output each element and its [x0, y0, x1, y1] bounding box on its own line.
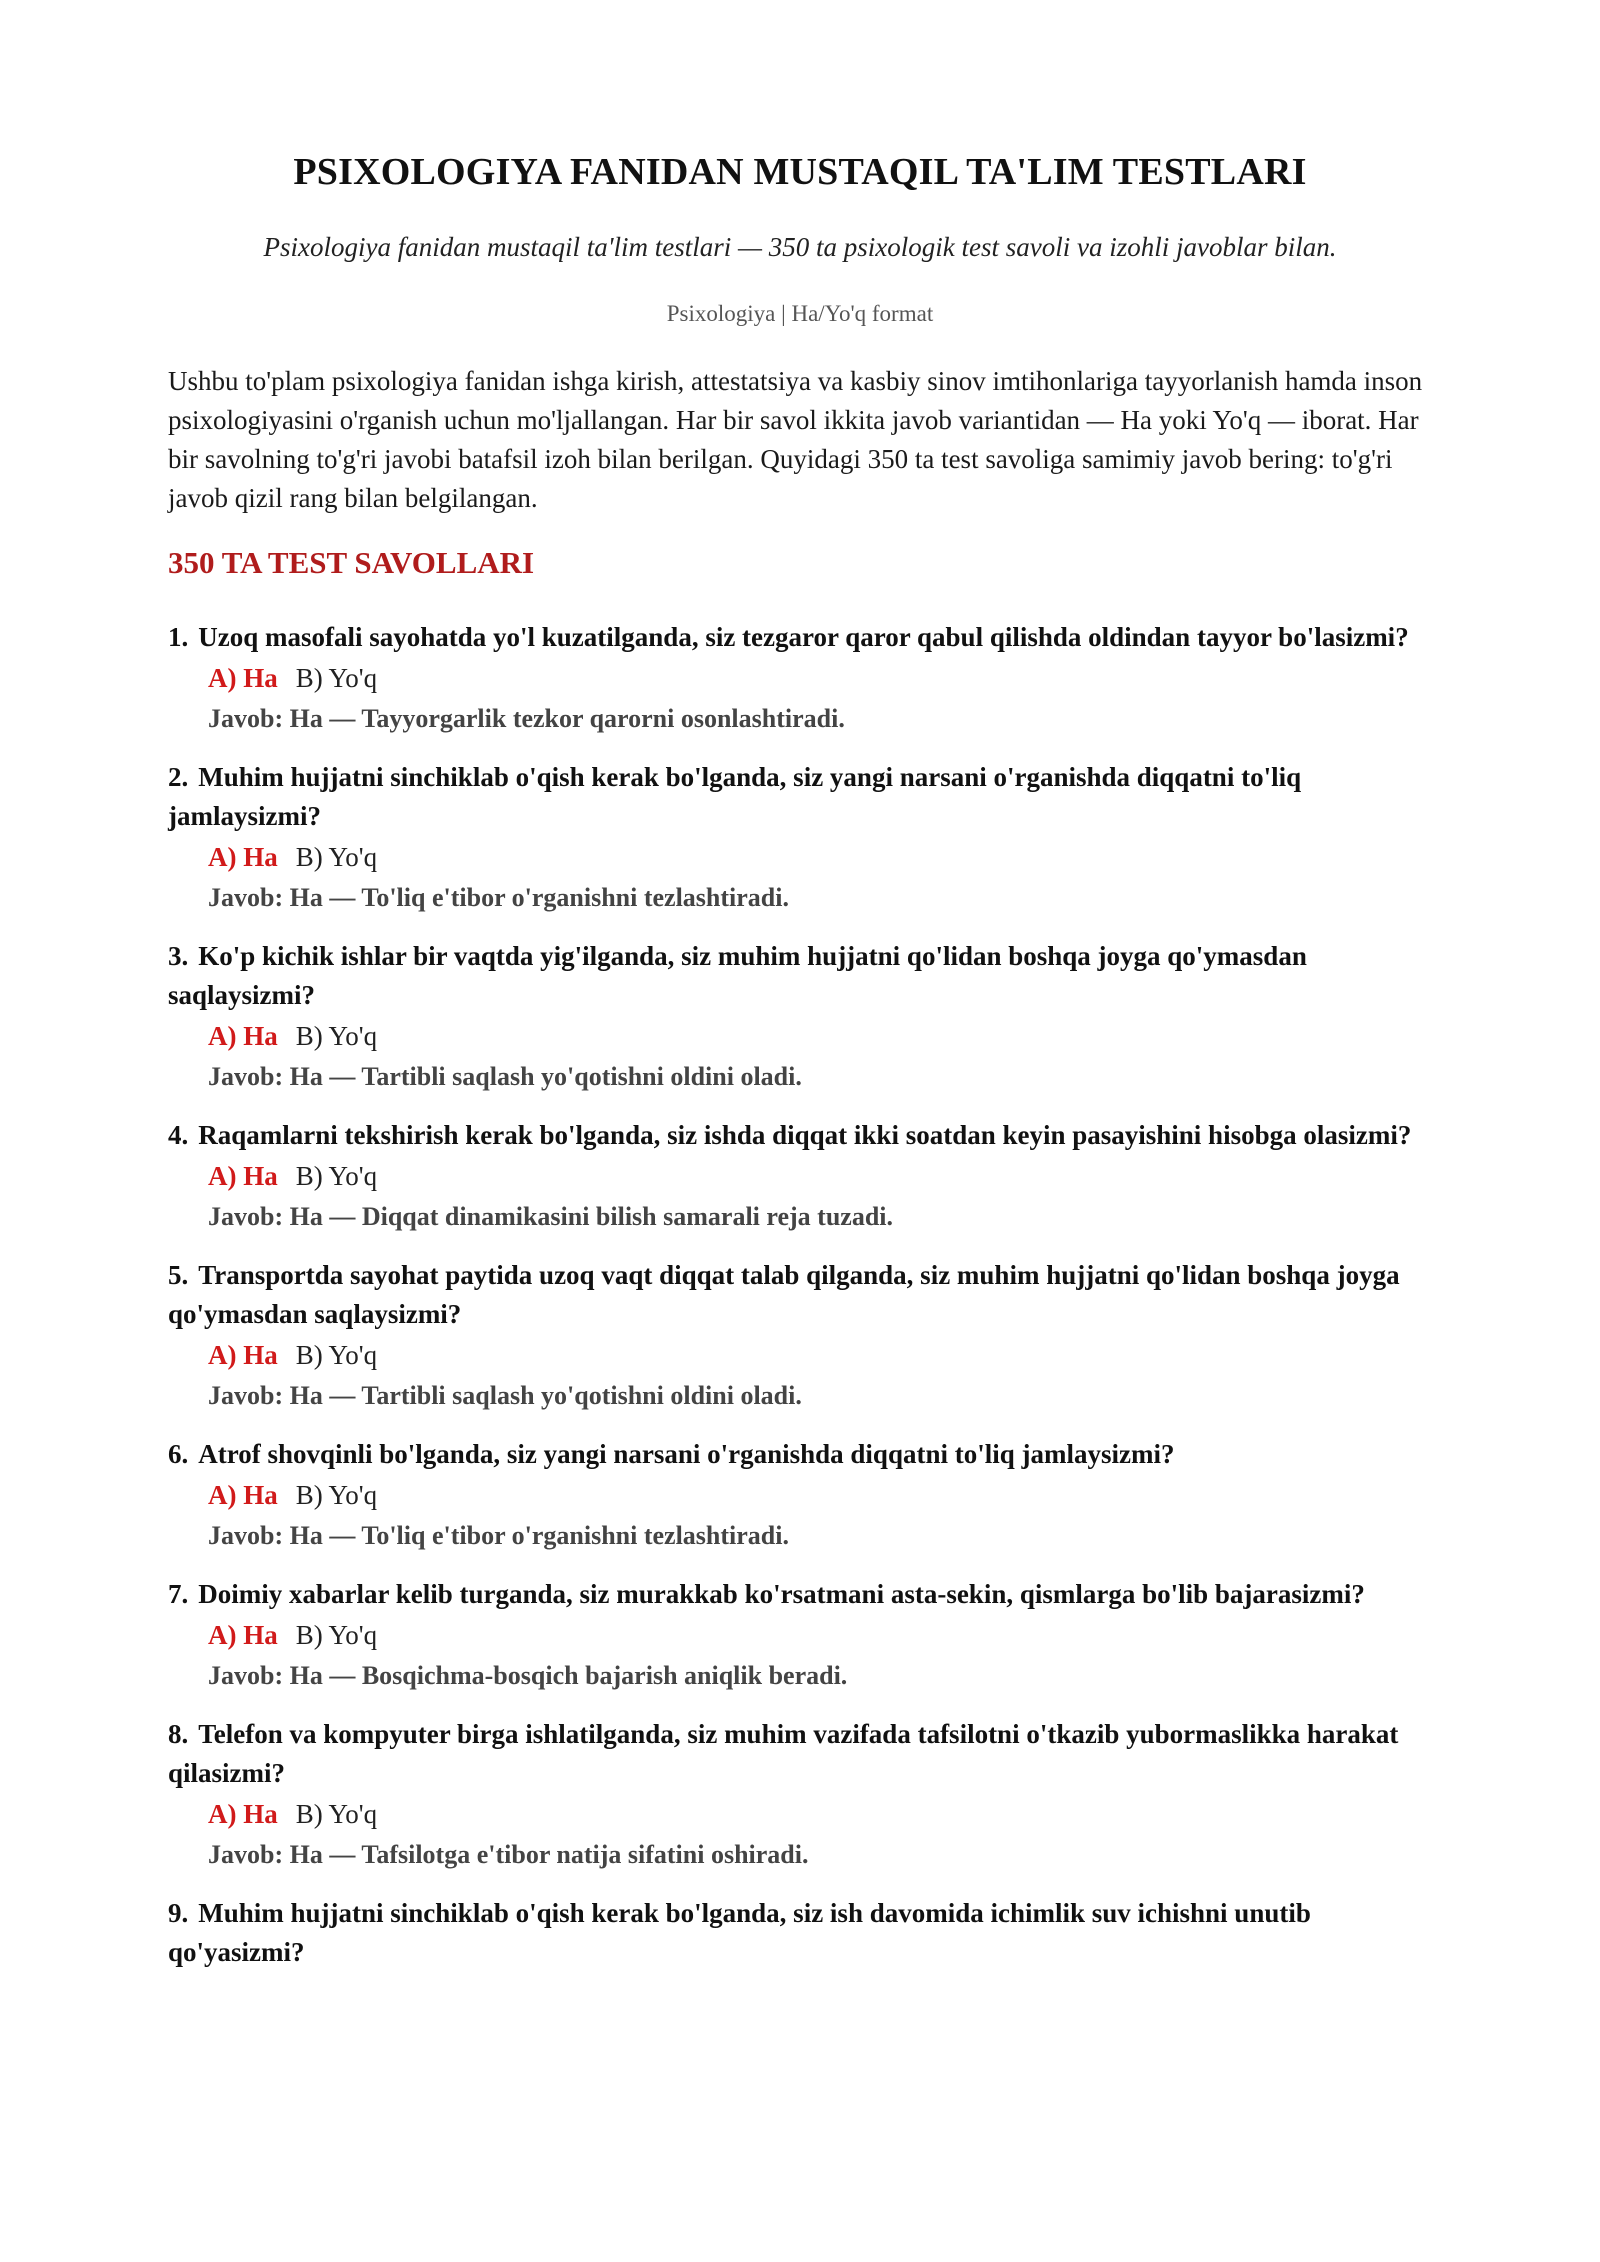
question-text [168, 1715, 1438, 1793]
question-body: Transportda sayohat paytida uzoq vaqt diqqat talab qilganda, siz muhim hujjatni qo'lidan boshqa joyga qo'ymasdan saqlaysizmi? [168, 1260, 1400, 1329]
question-options [208, 1334, 1438, 1376]
question-item [168, 1256, 1438, 1416]
question-text [168, 758, 1438, 836]
option-a-correct: A) Ha [208, 1161, 278, 1191]
question-body: Atrof shovqinli bo'lganda, siz yangi narsani o'rganishda diqqatni to'liq jamlaysizmi? [198, 1439, 1175, 1469]
answer-explanation: Javob: Ha — Tafsilotga e'tibor natija sifatini oshiradi. [208, 1840, 809, 1869]
question-body: Muhim hujjatni sinchiklab o'qish kerak bo'lganda, siz ish davomida ichimlik suv ichishni unutib qo'yasizmi? [168, 1898, 1311, 1967]
question-number: 2. [168, 762, 189, 792]
question-number: 1. [168, 622, 189, 652]
question-body: Muhim hujjatni sinchiklab o'qish kerak bo'lganda, siz yangi narsani o'rganishda diqqatni to'liq jamlaysizmi? [168, 762, 1302, 831]
intro-paragraph: Ushbu to'plam psixologiya fanidan ishga kirish, attestatsiya va kasbiy sinov imtihonlariga tayyorlanish hamda inson psixologiyasini o'rganish uchun mo'ljallangan. Har bir savol ikkita javob variantidan — Ha yoki Yo'q — iborat. Har bir savolning to'g'ri javobi batafsil izoh bilan berilgan. Quyidagi 350 ta test savoliga samimiy javob bering: to'g'ri javob qizil rang bilan belgilangan. [168, 366, 1423, 513]
question-options [208, 1793, 1438, 1835]
question-options [208, 836, 1438, 878]
question-text [168, 1575, 1438, 1614]
option-b: B) Yo'q [295, 663, 378, 693]
option-a-correct: A) Ha [208, 842, 278, 872]
question-options [208, 1015, 1438, 1057]
option-b: B) Yo'q [295, 1799, 378, 1829]
option-a-correct: A) Ha [208, 663, 278, 693]
question-body: Doimiy xabarlar kelib turganda, siz murakkab ko'rsatmani asta-sekin, qismlarga bo'lib bajarasizmi? [198, 1579, 1365, 1609]
question-item [168, 1715, 1438, 1875]
question-options [208, 1614, 1438, 1656]
question-item [168, 618, 1438, 739]
answer-explanation: Javob: Ha — Bosqichma-bosqich bajarish aniqlik beradi. [208, 1661, 848, 1690]
question-body: Telefon va kompyuter birga ishlatilganda, siz muhim vazifada tafsilotni o'tkazib yubormaslikka harakat qilasizmi? [168, 1719, 1399, 1788]
option-a-correct: A) Ha [208, 1799, 278, 1829]
question-text [168, 937, 1438, 1015]
option-b: B) Yo'q [295, 1480, 378, 1510]
question-text [168, 618, 1438, 657]
option-a-correct: A) Ha [208, 1620, 278, 1650]
question-number: 6. [168, 1439, 189, 1469]
section-title: 350 TA TEST SAVOLLARI [168, 545, 535, 580]
option-b: B) Yo'q [295, 1340, 378, 1370]
option-a-correct: A) Ha [208, 1340, 278, 1370]
question-item [168, 1894, 1438, 1972]
question-options [208, 1474, 1438, 1516]
question-item [168, 1435, 1438, 1556]
option-b: B) Yo'q [295, 1021, 378, 1051]
question-text [168, 1435, 1438, 1474]
question-number: 8. [168, 1719, 189, 1749]
question-text [168, 1116, 1438, 1155]
answer-explanation: Javob: Ha — Tayyorgarlik tezkor qarorni osonlashtiradi. [208, 704, 845, 733]
question-item [168, 1575, 1438, 1696]
question-number: 4. [168, 1120, 189, 1150]
answer-explanation: Javob: Ha — To'liq e'tibor o'rganishni tezlashtiradi. [208, 1521, 789, 1550]
question-options [208, 657, 1438, 699]
answer-explanation: Javob: Ha — Tartibli saqlash yo'qotishni oldini oladi. [208, 1062, 802, 1091]
answer-explanation: Javob: Ha — Tartibli saqlash yo'qotishni oldini oladi. [208, 1381, 802, 1410]
document-title: PSIXOLOGIYA FANIDAN MUSTAQIL TA'LIM TESTLARI [293, 151, 1307, 193]
question-item [168, 1116, 1438, 1237]
option-b: B) Yo'q [295, 1161, 378, 1191]
answer-explanation: Javob: Ha — Diqqat dinamikasini bilish samarali reja tuzadi. [208, 1202, 894, 1231]
question-item [168, 937, 1438, 1097]
question-text [168, 1256, 1438, 1334]
document-subtitle: Psixologiya fanidan mustaqil ta'lim testlari — 350 ta psixologik test savoli va izohli javoblar bilan. [263, 232, 1337, 262]
option-b: B) Yo'q [295, 842, 378, 872]
question-list [168, 618, 1438, 1991]
option-a-correct: A) Ha [208, 1480, 278, 1510]
question-options [208, 1155, 1438, 1197]
question-number: 9. [168, 1898, 189, 1928]
question-number: 5. [168, 1260, 189, 1290]
question-text [168, 1894, 1438, 1972]
answer-explanation: Javob: Ha — To'liq e'tibor o'rganishni tezlashtiradi. [208, 883, 789, 912]
option-b: B) Yo'q [295, 1620, 378, 1650]
question-body: Uzoq masofali sayohatda yo'l kuzatilganda, siz tezgaror qaror qabul qilishda oldindan tayyor bo'lasizmi? [198, 622, 1409, 652]
question-body: Raqamlarni tekshirish kerak bo'lganda, siz ishda diqqat ikki soatdan keyin pasayishini hisobga olasizmi? [198, 1120, 1412, 1150]
question-body: Ko'p kichik ishlar bir vaqtda yig'ilganda, siz muhim hujjatni qo'lidan boshqa joyga qo'ymasdan saqlaysizmi? [168, 941, 1307, 1010]
option-a-correct: A) Ha [208, 1021, 278, 1051]
document-meta: Psixologiya | Ha/Yo'q format [666, 301, 934, 326]
question-number: 3. [168, 941, 189, 971]
question-number: 7. [168, 1579, 189, 1609]
question-item [168, 758, 1438, 918]
